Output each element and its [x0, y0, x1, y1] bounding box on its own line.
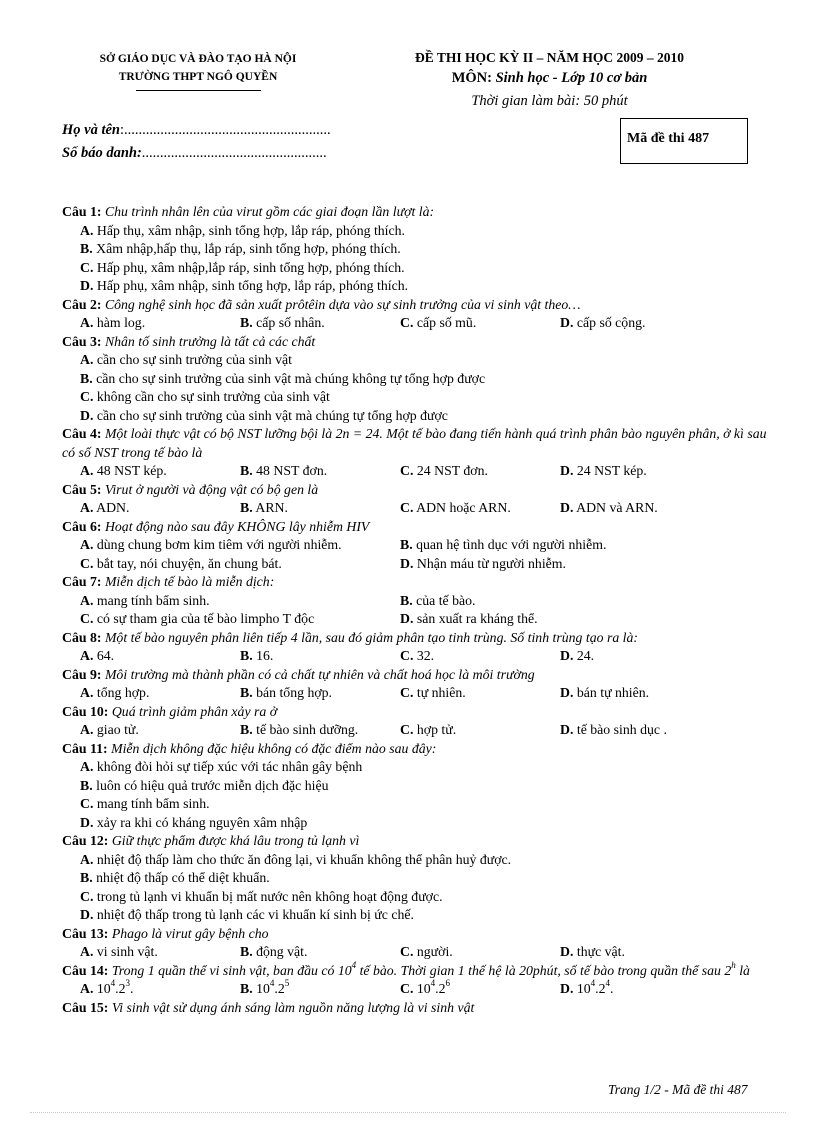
option-c: C. ADN hoặc ARN.: [400, 500, 511, 515]
option-b: B. nhiệt độ thấp có thể diệt khuẩn.: [80, 870, 270, 885]
option-c: C. Hấp phụ, xâm nhập,lắp ráp, sinh tổng hợp, phóng thích.: [80, 259, 405, 275]
option-c: C. cấp số mũ.: [400, 315, 477, 330]
option-b: B. ARN.: [240, 500, 288, 515]
school-header: [62, 50, 334, 91]
question-text: Trong 1 quần thể vi sinh vật, ban đầu có $10^4$ tế bào. Thời gian 1 thế hệ là 20phút, số tế bào trong quần thể sau 2$^h$ là: [111, 959, 750, 978]
option-c: C. 24 NST đơn.: [400, 463, 488, 478]
option-d: D. Nhận máu từ người nhiễm.: [400, 555, 566, 571]
option-a: A. $10^4.2^3$.: [80, 978, 134, 996]
question-text: Quá trình giảm phân xảy ra ở: [111, 703, 278, 719]
option-b: B. 48 NST đơn.: [240, 463, 328, 478]
question-text: Miễn dịch tế bào là miễn dịch:: [104, 574, 275, 589]
option-a: A. không đòi hỏi sự tiếp xúc với tác nhân gây bệnh: [80, 759, 363, 774]
question-text: Miễn dịch không đặc hiệu không có đặc điểm nào sau đây:: [111, 740, 437, 756]
candidate-id-label: Số báo danh:: [62, 145, 142, 161]
question-number: Câu 3:: [62, 333, 102, 349]
option-a: A. cần cho sự sinh trưởng của sinh vật: [80, 352, 292, 367]
option-d: D. bán tự nhiên.: [560, 685, 650, 700]
question-5: [62, 481, 772, 518]
question-text: Công nghệ sinh học đã sản xuất prôtêin dựa vào sự sinh trưởng của vi sinh vật theo…: [104, 296, 581, 312]
header-divider: [136, 90, 261, 91]
question-number: Câu 2:: [62, 296, 102, 312]
question-text: Phago là virut gây bệnh cho: [111, 925, 269, 941]
question-number: Câu 11:: [62, 740, 108, 756]
question-number: Câu 15:: [62, 999, 109, 1015]
option-b: B. tế bào sinh dưỡng.: [240, 722, 359, 737]
candidate-id-row: [62, 142, 331, 165]
option-a: A. hàm log.: [80, 315, 146, 330]
option-d: D. Hấp phụ, xâm nhập, sinh tổng hợp, lắp ráp, phóng thích.: [80, 278, 409, 293]
option-c: C. 32.: [400, 648, 435, 663]
option-b: B. 16.: [240, 648, 274, 663]
option-d: D. thực vật.: [560, 944, 625, 959]
question-3: [62, 333, 772, 426]
question-text: Nhân tố sinh trưởng là tất cả các chất: [104, 333, 316, 349]
question-9: [62, 666, 772, 703]
exam-header: [372, 48, 727, 112]
question-1: [62, 203, 772, 296]
page-bottom-rule: [30, 1112, 786, 1113]
option-c: C. trong tủ lạnh vi khuẩn bị mất nước nên không hoạt động được.: [80, 888, 443, 904]
question-15: [62, 999, 772, 1018]
option-b: B. động vật.: [240, 944, 308, 959]
subject-line: [372, 68, 727, 88]
option-b: B. bán tổng hợp.: [240, 685, 332, 700]
subject-label: MÔN:: [451, 70, 492, 86]
question-number: Câu 1:: [62, 204, 102, 219]
question-number: Câu 7:: [62, 574, 102, 589]
subject-value: Sinh học - Lớp 10 cơ bản: [495, 70, 648, 86]
question-2: [62, 296, 772, 333]
option-c: C. bắt tay, nói chuyện, ăn chung bát.: [80, 555, 282, 571]
option-b: B. Xâm nhập,hấp thụ, lắp ráp, sinh tổng hợp, phóng thích.: [80, 241, 401, 256]
option-b: B. quan hệ tình dục với người nhiễm.: [400, 537, 607, 552]
question-text: Virut ở người và động vật có bộ gen là: [104, 481, 319, 497]
candidate-id-field[interactable]: ...................................................: [141, 145, 327, 161]
page-footer: Trang 1/2 - Mã đề thi 487: [608, 1082, 748, 1097]
department-name: SỞ GIÁO DỤC VÀ ĐÀO TẠO HÀ NỘI: [99, 53, 297, 65]
exam-code-box: [620, 118, 748, 164]
option-a: A. mang tính bẩm sinh.: [80, 592, 210, 608]
question-number: Câu 6:: [62, 518, 102, 534]
option-a: A. ADN.: [80, 500, 130, 515]
question-6: [62, 518, 772, 574]
option-c: C. $10^4.2^6$: [400, 978, 451, 996]
question-12: [62, 832, 772, 925]
option-d: D. 24 NST kép.: [560, 463, 647, 478]
question-text: Hoạt động nào sau đây KHÔNG lây nhiễm HIV: [104, 518, 370, 534]
option-c: C. hợp tử.: [400, 722, 457, 737]
option-a: A. vi sinh vật.: [80, 944, 158, 959]
option-a: A. dùng chung bơm kim tiêm với người nhiễm.: [80, 537, 342, 552]
question-number: Câu 13:: [62, 925, 109, 941]
option-c: C. có sự tham gia của tế bào limpho T độc: [80, 611, 315, 626]
option-a: A. nhiệt độ thấp làm cho thức ăn đông lại, vi khuẩn không thể phân huỷ được.: [80, 851, 512, 867]
question-number: Câu 14:: [62, 962, 109, 978]
question-text: Chu trình nhân lên của virut gồm các giai đoạn lần lượt là:: [104, 204, 435, 219]
option-c: C. không cần cho sự sinh trưởng của sinh vật: [80, 389, 330, 404]
question-list: [62, 203, 772, 1017]
question-number: Câu 12:: [62, 833, 109, 848]
question-8: [62, 629, 772, 666]
option-d: D. sản xuất ra kháng thể.: [400, 611, 538, 626]
question-text: Một tế bào nguyên phân liên tiếp 4 lần, sau đó giảm phân tạo tinh trùng. Số tinh trùng tạo ra là:: [104, 629, 639, 645]
option-d: D. tế bào sinh dục .: [560, 722, 667, 737]
school-name: TRƯỜNG THPT NGÔ QUYỀN: [118, 71, 278, 83]
question-10: [62, 703, 772, 740]
option-c: C. tự nhiên.: [400, 685, 466, 700]
exam-title: ĐỀ THI HỌC KỲ II – NĂM HỌC 2009 – 2010: [414, 50, 685, 65]
question-7: [62, 573, 772, 629]
candidate-name-field[interactable]: :.........................................................: [120, 122, 331, 138]
question-13: [62, 925, 772, 962]
option-d: D. xảy ra khi có kháng nguyên xâm nhập: [80, 814, 308, 830]
question-number: Câu 8:: [62, 629, 102, 645]
option-b: B. cần cho sự sinh trưởng của sinh vật mà chúng không tự tổng hợp được: [80, 370, 486, 386]
candidate-name-label: Họ và tên: [62, 122, 120, 138]
option-a: A. Hấp thụ, xâm nhập, sinh tổng hợp, lắp ráp, phóng thích.: [80, 222, 405, 238]
option-b: B. $10^4.2^5$: [240, 978, 290, 996]
question-number: Câu 4:: [62, 426, 102, 441]
option-d: D. nhiệt độ thấp trong tủ lạnh các vi khuẩn kí sinh bị ức chế.: [80, 907, 414, 922]
question-text: Vi sinh vật sử dụng ánh sáng làm nguồn năng lượng là vi sinh vật: [111, 999, 475, 1015]
exam-duration: Thời gian làm bài: 50 phút: [471, 93, 628, 109]
question-text: Môi trường mà thành phần có cả chất tự nhiên và chất hoá học là môi trường: [104, 666, 535, 682]
option-c: C. mang tính bẩm sinh.: [80, 796, 210, 811]
question-number: Câu 5:: [62, 481, 102, 497]
option-c: C. người.: [400, 944, 453, 959]
option-d: D. 24.: [560, 648, 595, 663]
question-number: Câu 10:: [62, 703, 109, 719]
option-d: D. $10^4.2^4$.: [560, 978, 614, 996]
exam-code-label: Mã đề thi: [627, 131, 685, 146]
option-a: A. giao tử.: [80, 722, 139, 737]
option-d: D. cấp số cộng.: [560, 315, 646, 330]
question-text: Một loài thực vật có bộ NST lưỡng bội là 2n = 24. Một tế bào đang tiến hành quá trình phân bào nguyên phân, ở kì sau có số NST trong tế bào là: [62, 426, 767, 460]
option-d: D. ADN và ARN.: [560, 500, 658, 515]
option-a: A. 48 NST kép.: [80, 463, 167, 478]
option-b: B. luôn có hiệu quả trước miễn dịch đặc hiệu: [80, 777, 329, 793]
question-number: Câu 9:: [62, 666, 102, 682]
option-d: D. cần cho sự sinh trưởng của sinh vật mà chúng tự tổng hợp được: [80, 407, 448, 423]
question-11: [62, 740, 772, 833]
option-b: B. của tế bào.: [400, 592, 476, 608]
question-text: Giữ thực phẩm được khá lâu trong tủ lạnh vì: [111, 833, 360, 848]
exam-code-value: 487: [688, 131, 710, 146]
candidate-info: [62, 119, 331, 165]
option-a: A. tổng hợp.: [80, 685, 150, 700]
question-14: [62, 959, 772, 999]
option-a: A. 64.: [80, 648, 115, 663]
candidate-name-row: [62, 119, 331, 142]
option-b: B. cấp số nhân.: [240, 315, 325, 330]
question-4: [62, 425, 772, 481]
